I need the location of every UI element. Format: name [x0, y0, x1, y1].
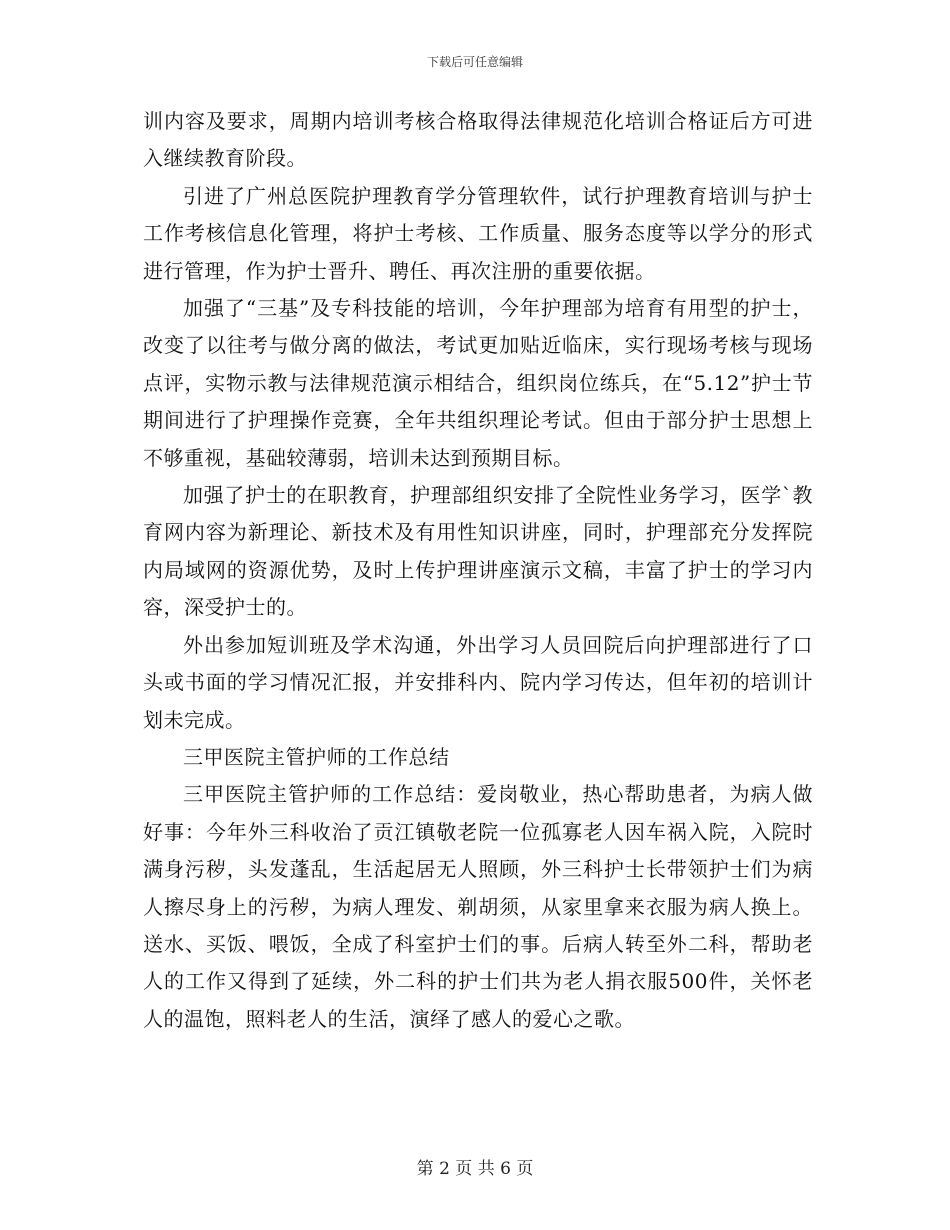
- paragraph-in-service-education: 加强了护士的在职教育，护理部组织安排了全院性业务学习，医学`教育网内容为新理论、新技术及有用性知识讲座，同时，护理部充分发挥院内局域网的资源优势，及时上传护理讲座演示文稿，丰富了护士的学习内容，深受护士的。: [143, 483, 813, 620]
- paragraph-external-training: 外出参加短训班及学术沟通，外出学习人员回院后向护理部进行了口头或书面的学习情况汇报，并安排科内、院内学习传达，但年初的培训计划未完成。: [143, 632, 813, 732]
- paragraph-credit-software: 引进了广州总医院护理教育学分管理软件，试行护理教育培训与护士工作考核信息化管理，将护士考核、工作质量、服务态度等以学分的形式进行管理，作为护士晋升、聘任、再次注册的重要依据。: [143, 183, 813, 283]
- paragraph-work-summary: 三甲医院主管护师的工作总结：爱岗敬业，热心帮助患者，为病人做好事：今年外三科收治了贡江镇敬老院一位孤寡老人因车祸入院，入院时满身污秽，头发蓬乱，生活起居无人照顾，外三科护士长带领护士们为病人擦尽身上的污秽，为病人理发、剃胡须，从家里拿来衣服为病人换上。送水、买饭、喂饭，全成了科室护士们的事。后病人转至外二科，帮助老人的工作又得到了延续，外二科的护士们共为老人捐衣服500件，关怀老人的温饱，照料老人的生活，演绎了感人的爱心之歌。: [143, 782, 813, 1031]
- paragraph-three-basics: 加强了“三基”及专科技能的培训，今年护理部为培育有用型的护士，改变了以往考与做分离的做法，考试更加贴近临床，实行现场考核与现场点评，实物示教与法律规范演示相结合，组织岗位练兵，在“5.12”护士节期间进行了护理操作竞赛，全年共组织理论考试。但由于部分护士思想上不够重视，基础较薄弱，培训未达到预期目标。: [143, 296, 813, 470]
- page-number-footer: 第 2 页 共 6 页: [416, 1159, 534, 1179]
- document-body: [143, 103, 813, 1038]
- page-header: 下载后可任意编辑: [426, 55, 523, 69]
- paragraph-training-continued: 训内容及要求，周期内培训考核合格取得法律规范化培训合格证后方可进入继续教育阶段。: [143, 109, 813, 171]
- section-heading: 三甲医院主管护师的工作总结: [183, 744, 450, 769]
